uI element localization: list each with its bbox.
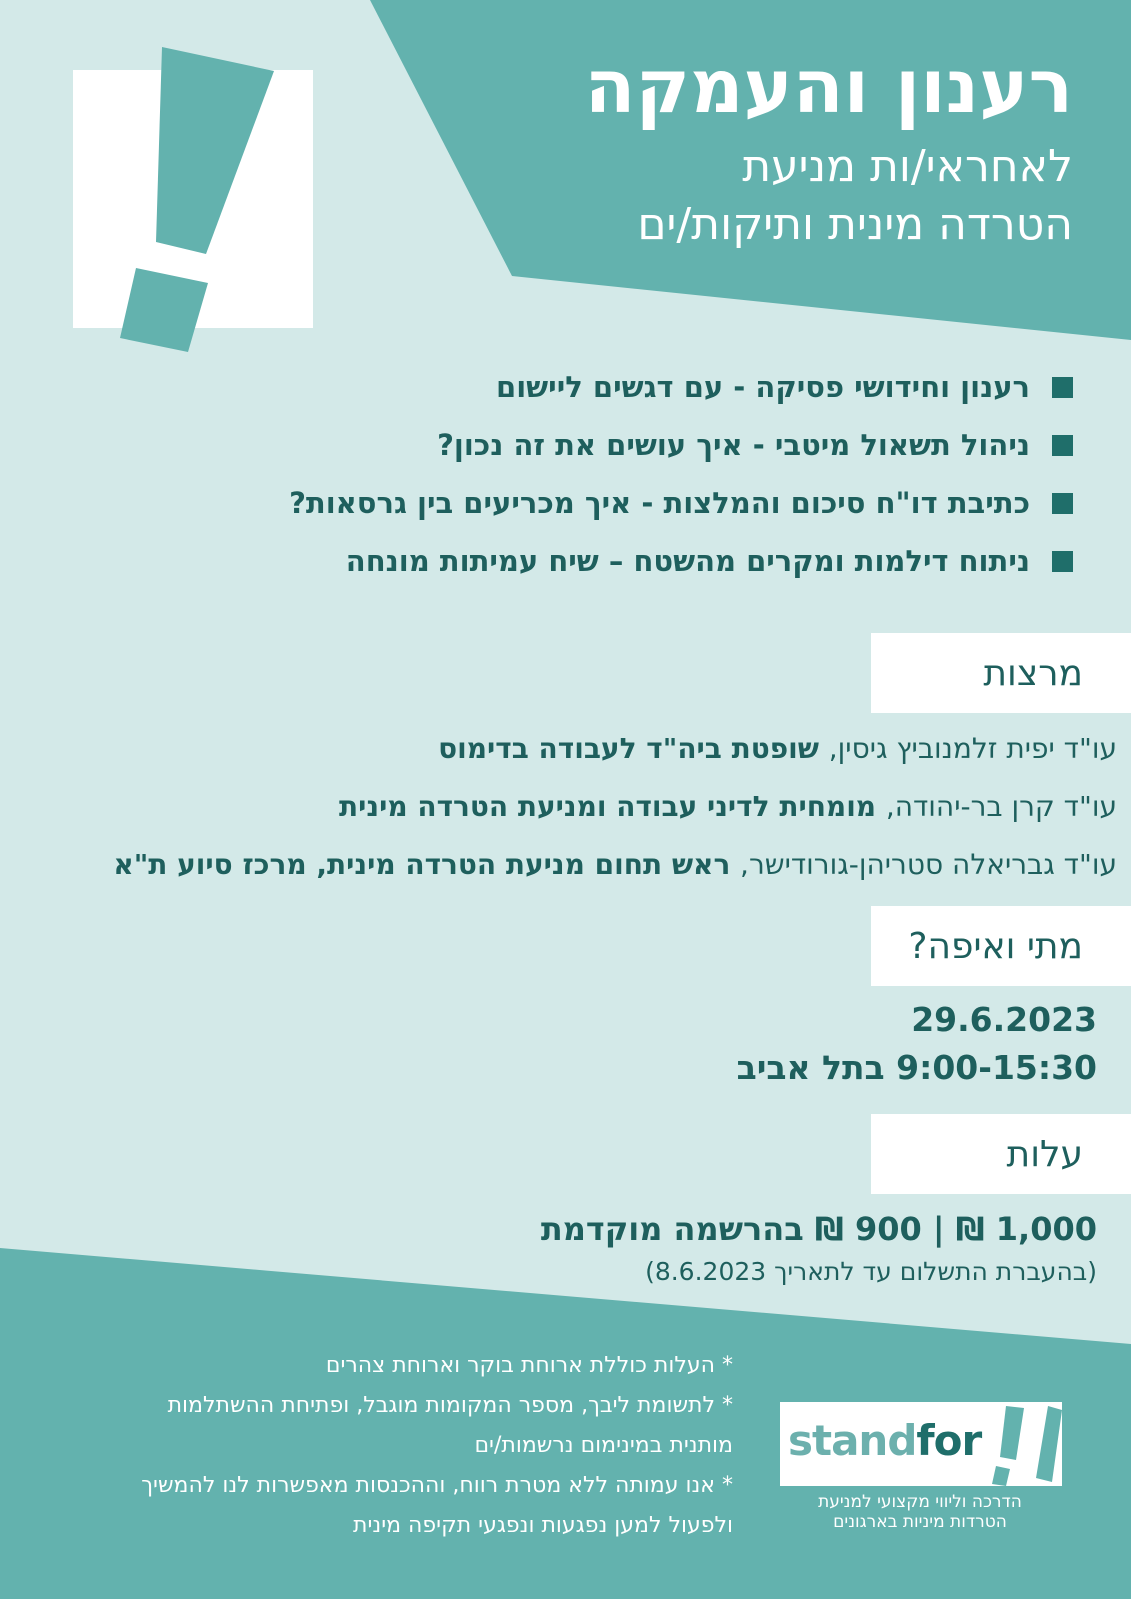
footnote-line: ולפעול למען נפגעות ונפגעי תקיפה מינית [353,1513,733,1538]
page-title: רענון והעמקה [584,44,1073,130]
event-time-place: 9:00-15:30 בתל אביב [736,1048,1097,1087]
bullet-square-icon [1052,435,1073,456]
logo-wordmark [788,1416,981,1465]
presenter-name: עו"ד קרן בר-יהודה, [885,790,1117,823]
when-heading [871,906,1131,986]
list-item [123,474,1073,532]
logo-tagline [780,1492,1060,1532]
presenter-row [7,720,1117,778]
subtitle-line-1: לאחראי/ות מניעת [742,141,1073,192]
presenter-row [7,778,1117,836]
topic-text: ניהול תשאול מיטבי - איך עושים את זה נכון? [437,428,1030,462]
presenter-name: עו"ד גבריאלה סטריהן-גורודישר, [740,848,1117,881]
footnote-line: * לתשומת ליבך, מספר המקומות מוגבל, ופתיחת ההשתלמות [167,1393,733,1418]
logo-tagline-line-2: הטרדות מיניות בארגונים [833,1512,1007,1532]
presenter-role: שופטת ביה"ד לעבודה בדימוס [438,732,829,765]
list-item [123,358,1073,416]
cost-heading-text: עלות [1006,1133,1083,1175]
payment-note: (בהעברת התשלום עד לתאריך 8.6.2023) [645,1257,1097,1286]
logo-tagline-line-1: הדרכה וליווי מקצועי למניעת [818,1492,1022,1512]
logo-mark-icon [980,1402,1062,1486]
topic-text: כתיבת דו"ח סיכום והמלצות - איך מכריעים בין גרסאות? [289,486,1030,520]
topic-text: רענון וחידושי פסיקה - עם דגשים ליישום [496,370,1030,404]
logo-word-part2: for [916,1416,982,1465]
when-heading-text: מתי ואיפה? [908,925,1083,967]
list-item [123,416,1073,474]
footnote-line: מותנית במינימום נרשמות/ים [474,1433,733,1458]
subtitle-line-2: הטרדה מינית ותיקות/ים [637,199,1073,250]
bullet-square-icon [1052,551,1073,572]
bullet-square-icon [1052,493,1073,514]
price-text: 1,000 ₪ | 900 ₪ בהרשמה מוקדמת [540,1210,1097,1248]
topic-text: ניתוח דילמות ומקרים מהשטח – שיח עמיתות מונחה [345,544,1030,578]
footnote-line: * העלות כוללת ארוחת בוקר וארוחת צהרים [325,1353,733,1378]
presenters-list [7,720,1117,894]
footnote-line: * אנו עמותה ללא מטרת רווח, וההכנסות מאפשרות לנו להמשיך [141,1473,733,1498]
event-date: 29.6.2023 [911,1000,1097,1039]
presenter-row [7,836,1117,894]
list-item [123,532,1073,590]
presenters-heading [871,633,1131,713]
cost-details [297,1206,1097,1292]
presenter-role: ראש תחום מניעת הטרדה מינית, מרכז סיוע ת"א [113,848,741,881]
topics-list [123,358,1073,590]
presenter-role: מומחית לדיני עבודה ומניעת הטרדה מינית [339,790,886,823]
when-details [497,996,1097,1092]
logo-word-part1: stand [788,1416,917,1465]
exclamation-icon [73,47,313,352]
standfor-logo [780,1402,980,1486]
cost-heading [871,1114,1131,1194]
bullet-square-icon [1052,377,1073,398]
presenter-name: עו"ד יפית זלמנוביץ גיסין, [828,732,1117,765]
page-subtitle [453,138,1073,254]
presenters-heading-text: מרצות [983,652,1083,694]
footnotes [43,1346,733,1546]
